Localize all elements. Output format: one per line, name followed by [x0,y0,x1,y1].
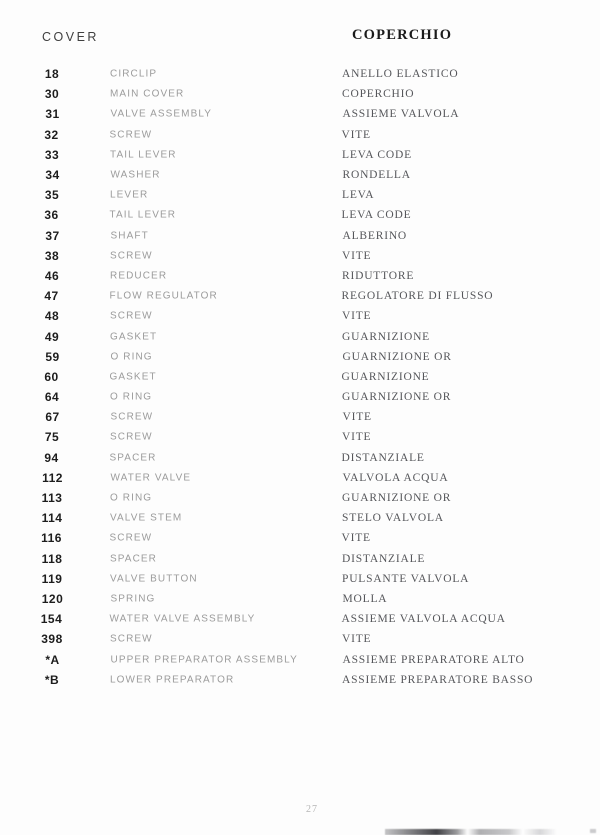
bottom-scan-artifact [385,829,557,835]
part-number: 31 [45,107,60,122]
part-name-english: O RING [110,351,153,363]
part-row [1,589,600,609]
part-name-italian: GUARNIZIONE OR [342,350,452,363]
part-name-italian: LEVA CODE [341,209,412,222]
part-name-english: LOWER PREPARATOR [110,674,235,686]
part-row [0,266,600,286]
part-number: 33 [44,147,60,162]
part-name-english: WATER VALVE [110,472,192,484]
part-name-english: SCREW [110,431,153,443]
part-name-english: MAIN COVER [110,88,185,100]
part-name-italian: REGOLATORE DI FLUSSO [341,290,494,303]
part-number: 32 [44,127,59,142]
part-name-english: GASKET [109,371,157,383]
part-row [1,226,600,246]
part-name-english: VALVE STEM [110,512,183,524]
part-number: 59 [45,349,60,364]
part-row [0,125,600,145]
part-name-english: GASKET [110,331,158,343]
part-name-english: WASHER [110,169,161,181]
part-number: 48 [44,309,60,324]
part-number: 49 [44,329,60,344]
part-name-english: O RING [110,492,153,504]
part-row [0,488,600,508]
part-name-english: SHAFT [110,230,149,242]
part-name-italian: VITE [341,532,371,545]
part-name-italian: VITE [342,633,372,646]
part-number: 34 [45,168,60,183]
part-number: 64 [44,390,60,405]
part-name-english: TAIL LEVER [109,209,177,221]
part-number: 94 [44,450,59,465]
section-title-english: COVER [42,30,99,44]
part-name-english: WATER VALVE ASSEMBLY [109,613,256,625]
part-name-english: SCREW [110,411,154,423]
part-row [0,64,600,84]
part-row [0,609,600,629]
part-row [0,205,600,225]
part-row [0,306,600,326]
part-name-italian: VITE [342,310,372,323]
part-row [0,326,600,346]
part-row [0,246,600,266]
part-number: 35 [44,188,60,203]
part-number: 47 [44,289,59,304]
part-row [0,427,600,447]
part-name-italian: GUARNIZIONE OR [342,492,452,505]
part-number: 112 [42,470,63,485]
part-row [0,286,600,306]
part-number: 38 [44,248,60,263]
part-row [0,367,600,387]
part-name-italian: ANELLO ELASTICO [342,68,459,81]
part-name-italian: LEVA CODE [342,148,412,161]
part-number: 67 [45,410,60,425]
part-name-english: SPACER [109,452,157,464]
part-number: 60 [44,369,59,384]
part-name-italian: RONDELLA [342,169,411,182]
part-name-english: SPRING [110,593,156,605]
part-name-english: REDUCER [110,270,168,282]
part-row [1,104,600,124]
part-name-english: SPACER [110,553,157,565]
part-number: 116 [41,531,62,546]
part-row [0,185,600,205]
part-name-italian: VITE [341,128,371,141]
part-row [1,165,600,185]
part-name-english: SCREW [110,310,153,322]
edge-scan-artifact [590,829,596,833]
part-number: *B [44,672,60,687]
part-row [0,549,600,569]
part-number: 120 [41,591,64,606]
part-name-italian: ASSIEME VALVOLA [342,108,460,121]
part-number: 30 [44,87,60,102]
part-row [0,670,600,690]
part-name-english: SCREW [110,633,153,645]
part-row [1,347,600,367]
part-name-italian: VITE [342,249,372,262]
part-name-english: SCREW [110,250,153,262]
part-name-italian: DISTANZIALE [342,552,426,565]
part-name-italian: ASSIEME PREPARATORE ALTO [342,653,525,666]
part-name-english: SCREW [109,532,153,544]
part-name-italian: DISTANZIALE [341,451,425,464]
part-number: 46 [44,268,60,283]
part-number: 119 [41,571,63,586]
part-name-italian: PULSANTE VALVOLA [342,572,470,585]
part-number: 36 [44,208,59,223]
part-name-english: CIRCLIP [110,68,158,80]
part-row [1,407,600,427]
part-name-english: LEVER [110,189,149,201]
part-name-english: SCREW [109,129,153,141]
part-row [0,569,600,589]
part-number: 113 [41,491,63,506]
part-name-english: TAIL LEVER [110,149,177,161]
part-name-italian: ALBERINO [342,229,408,242]
part-name-italian: ASSIEME VALVOLA ACQUA [341,613,506,626]
part-number: 398 [41,632,63,647]
part-row [0,528,600,548]
part-name-italian: ASSIEME PREPARATORE BASSO [342,673,534,686]
part-row [0,508,600,528]
part-row [1,649,600,669]
part-row [0,387,600,407]
part-name-english: VALVE BUTTON [110,573,198,585]
part-number: 37 [45,228,60,243]
part-name-italian: STELO VALVOLA [342,512,444,525]
part-number: 154 [40,612,63,627]
part-row [0,448,600,468]
part-name-italian: GUARNIZIONE [342,330,431,343]
part-number: 118 [41,551,63,566]
part-name-english: UPPER PREPARATOR ASSEMBLY [110,654,298,666]
part-number: 114 [41,511,63,526]
part-number: 18 [44,67,60,82]
part-name-italian: LEVA [342,189,375,202]
page-number: 27 [306,804,318,815]
part-number: *A [45,652,60,667]
part-name-english: VALVE ASSEMBLY [110,108,213,120]
part-row [1,468,600,488]
part-name-italian: RIDUTTORE [342,269,415,282]
part-name-english: O RING [110,391,153,403]
part-row [0,629,600,649]
part-name-italian: GUARNIZIONE OR [342,391,452,404]
part-name-italian: GUARNIZIONE [341,370,430,383]
part-row [0,145,600,165]
part-name-english: FLOW REGULATOR [109,290,218,302]
parts-table [0,64,600,690]
part-name-italian: VALVOLA ACQUA [342,471,449,484]
part-name-italian: VITE [342,411,372,424]
part-number: 75 [44,430,60,445]
part-row [0,84,600,104]
part-name-italian: COPERCHIO [342,88,415,101]
part-name-italian: MOLLA [342,592,388,605]
part-name-italian: VITE [342,431,372,444]
section-title-italian: COPERCHIO [352,27,453,43]
